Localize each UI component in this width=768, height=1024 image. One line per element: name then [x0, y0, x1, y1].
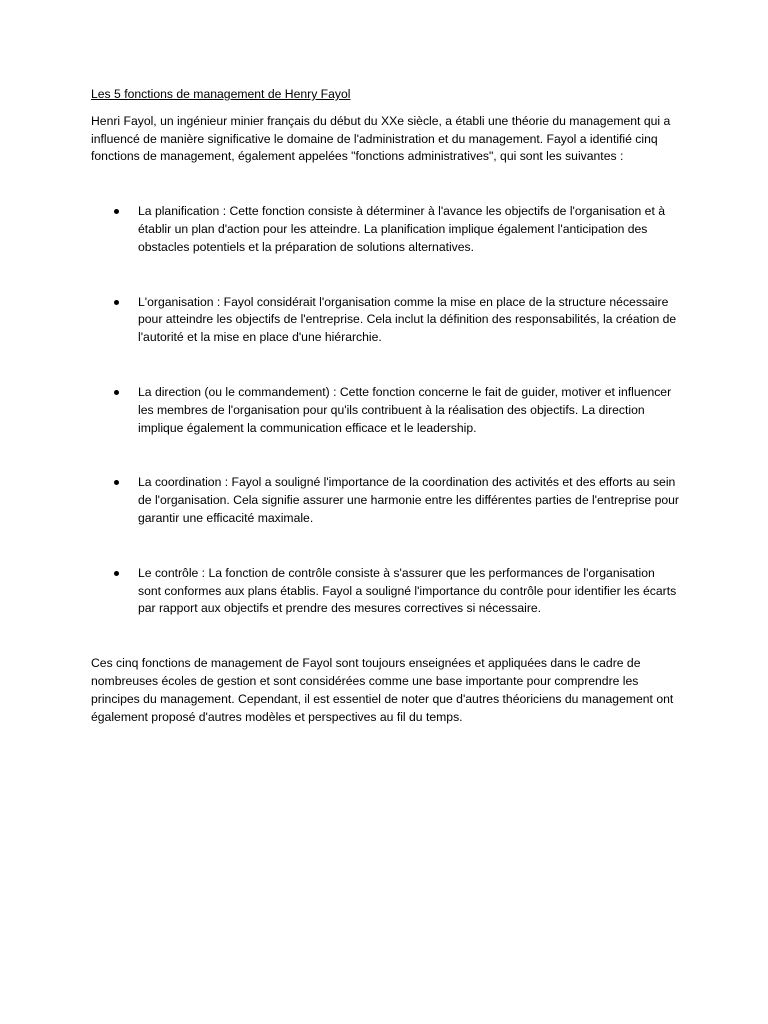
document-body: [91, 86, 683, 726]
conclusion-paragraph: Ces cinq fonctions de management de Fayol sont toujours enseignées et appliquées dans le cadre de nombreuses écoles de gestion et sont considérées comme une base importante pour comprendre les principes du management. Cependant, il est essentiel de noter que d'autres théoriciens du management ont également proposé d'autres modèles et perspectives au fil du temps.: [91, 656, 674, 724]
bullet-icon: [114, 571, 119, 576]
list-item-controle: [91, 565, 683, 618]
bullet-icon: [114, 300, 119, 305]
document-title: Les 5 fonctions de management de Henry Fayol: [91, 87, 351, 101]
list-item-text: La planification : Cette fonction consiste à déterminer à l'avance les objectifs de l'organisation et à établir un plan d'action pour les atteindre. La planification implique également l'anticipation des obstacles potentiels et la préparation de solutions alternatives.: [138, 204, 665, 254]
list-item-text: La direction (ou le commandement) : Cette fonction concerne le fait de guider, motiver et influencer les membres de l'organisation pour qu'ils contribuent à la réalisation des objectifs. La direction implique également la communication efficace et le leadership.: [138, 384, 672, 435]
bullet-icon: [114, 209, 119, 214]
list-item-text: La coordination : Fayol a souligné l'importance de la coordination des activités et des efforts au sein de l'organisation. Cela signifie assurer une harmonie entre les différentes parties de l'entreprise pour garantir une efficacité maximale.: [138, 475, 679, 525]
management-functions-list: [91, 203, 683, 618]
list-item-coordination: [91, 474, 683, 527]
list-item-organisation: [91, 294, 683, 347]
intro-paragraph: Henri Fayol, un ingénieur minier français du début du XXe siècle, a établi une théorie du management qui a influencé de manière significative le domaine de l'administration et du management. Fayol a identifié cinq fonctions de management, également appelées "fonctions administratives", qui sont les suivantes :: [91, 113, 671, 164]
list-item-direction: [91, 384, 683, 437]
bullet-icon: [114, 480, 119, 485]
list-item-text: L'organisation : Fayol considérait l'organisation comme la mise en place de la structure nécessaire pour atteindre les objectifs de l'entreprise. Cela inclut la définition des responsabilités, la création de l'autorité et la mise en place d'une hiérarchie.: [138, 294, 677, 345]
list-item-planification: [91, 203, 683, 256]
bullet-icon: [114, 390, 119, 395]
list-item-text: Le contrôle : La fonction de contrôle consiste à s'assurer que les performances de l'organisation sont conformes aux plans établis. Fayol a souligné l'importance du contrôle pour identifier les écarts par rapport aux objectifs et prendre des mesures correctives si nécessaire.: [138, 565, 677, 616]
